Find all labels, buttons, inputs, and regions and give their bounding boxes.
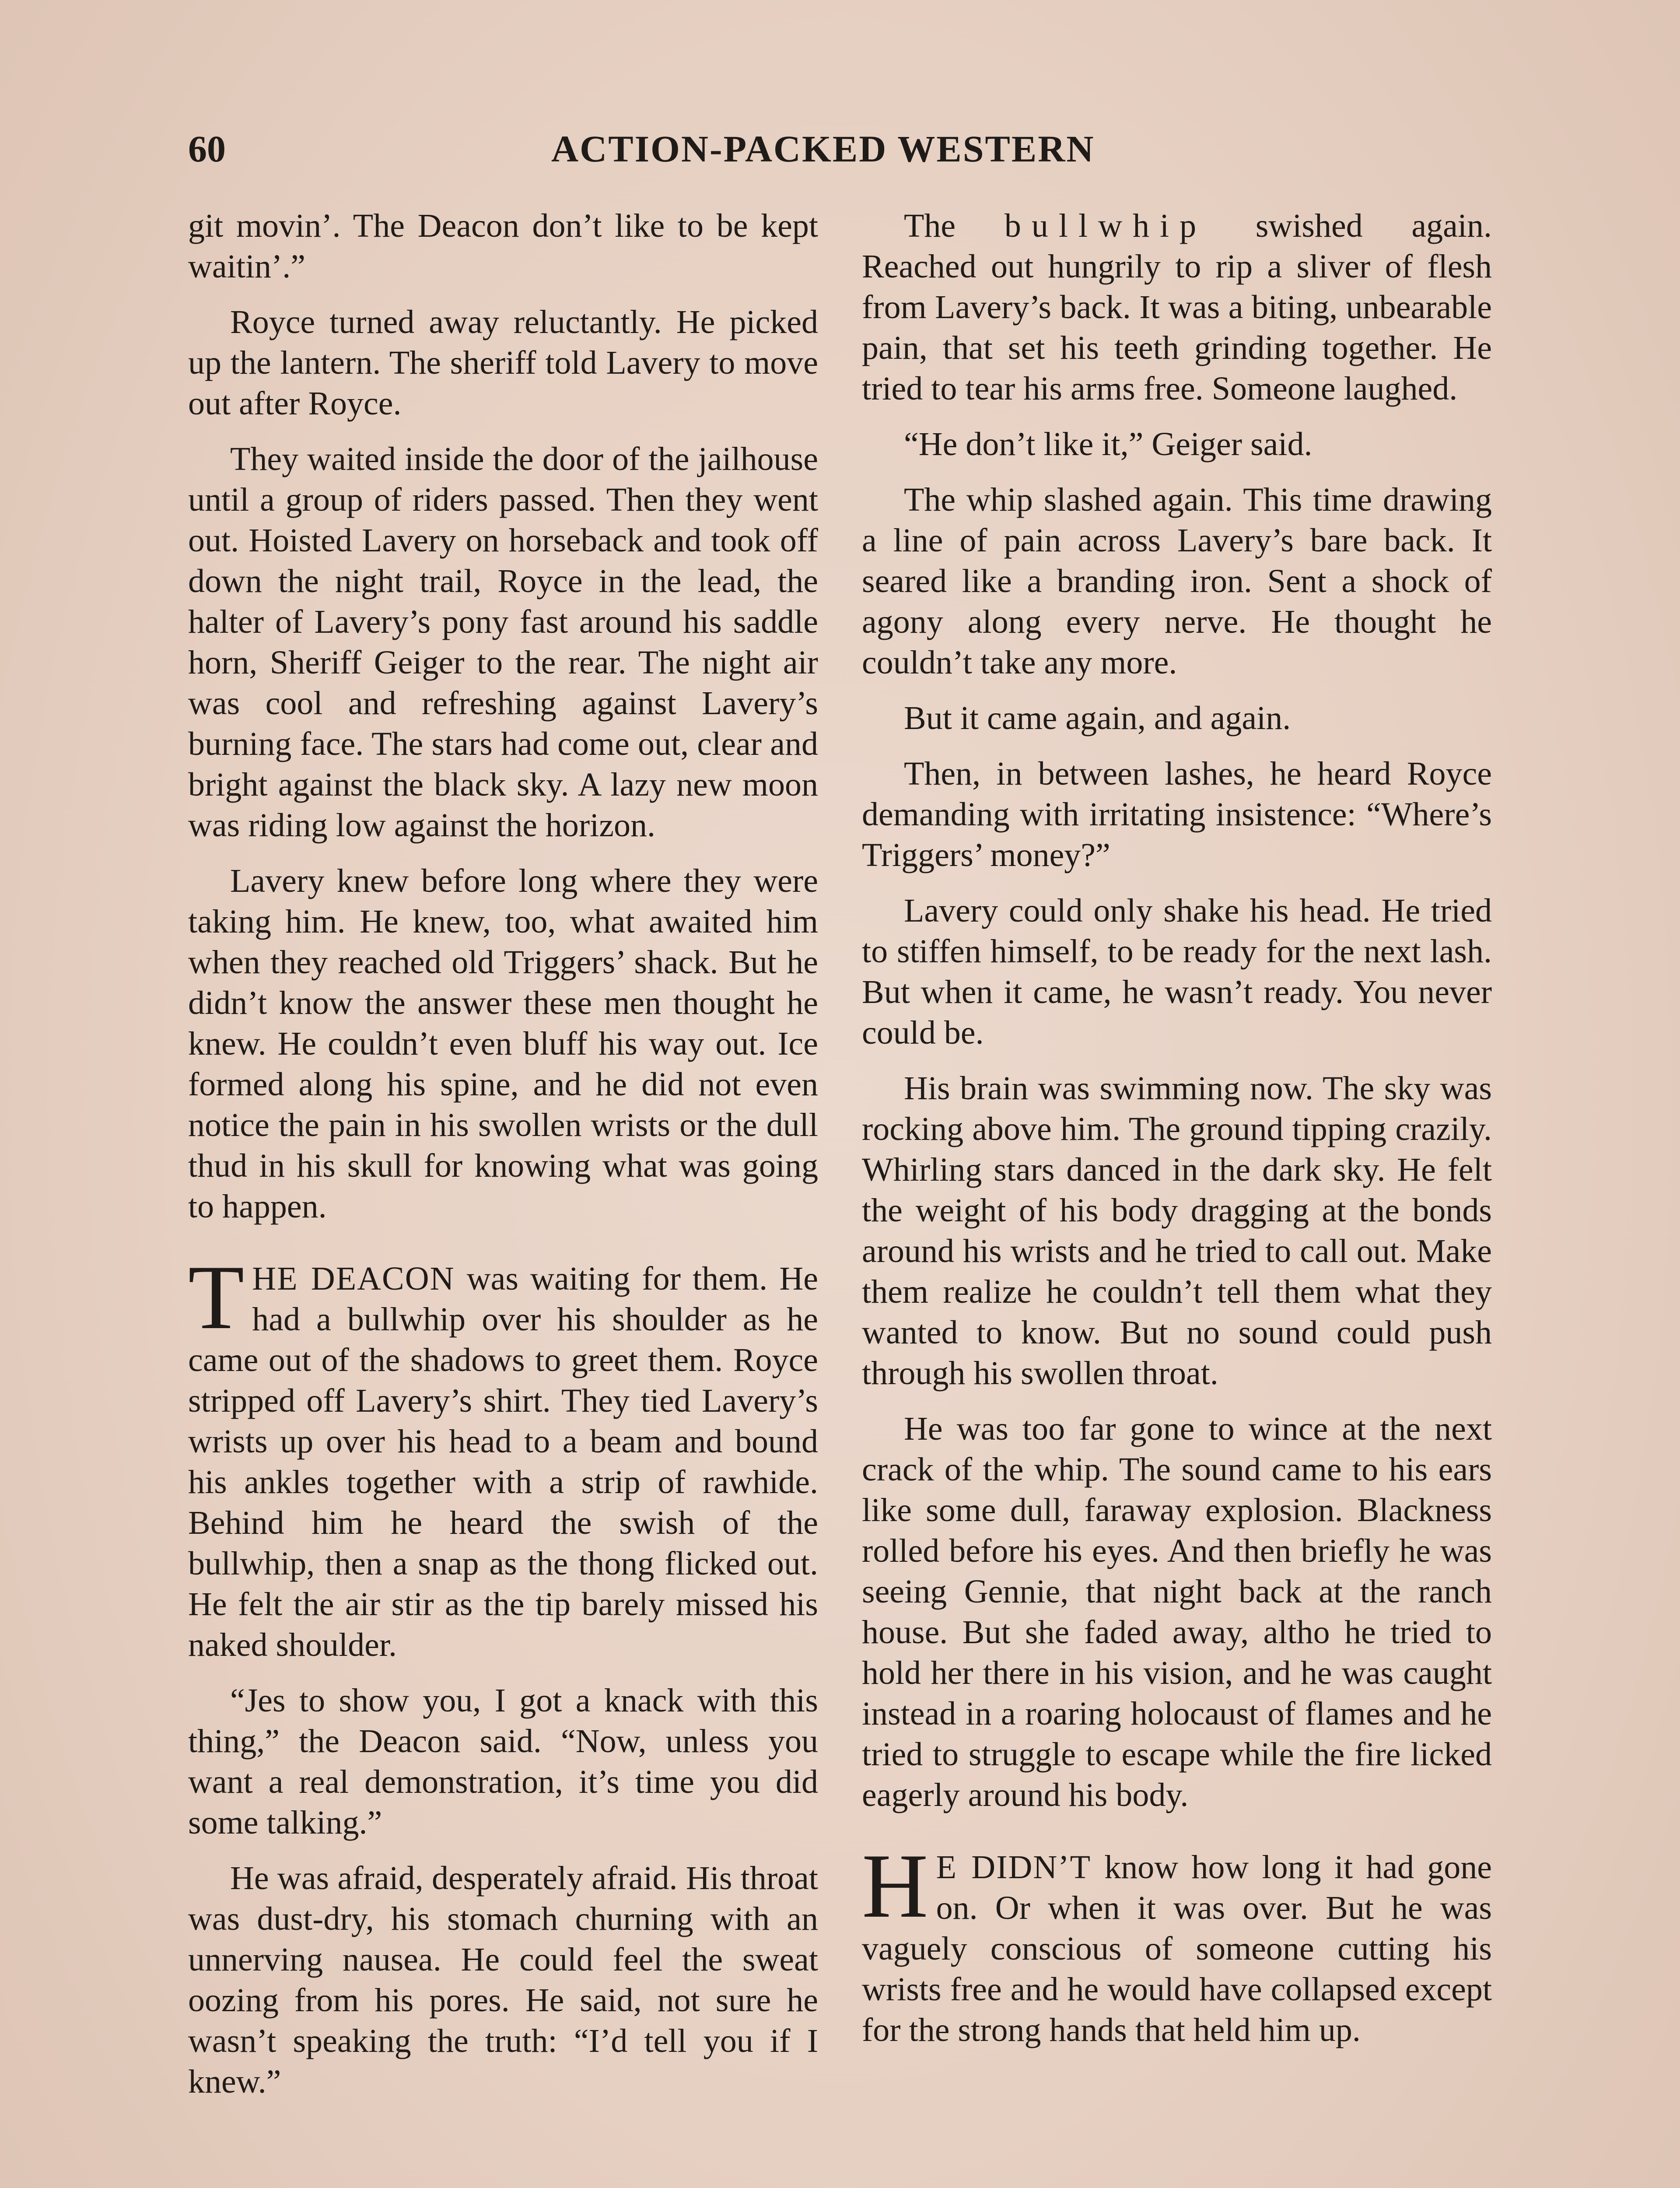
drop-cap: T [188,1247,245,1348]
paragraph: He was afraid, desperately afraid. His throat was dust-dry, his stomach churning with an unnerving nausea. He could feel the sweat oozing from his pores. He said, not sure he wasn’t speaking the truth: “I’d tell you if I knew.” [188,1860,818,2100]
paragraph-text: was waiting for them. He had a bullwhip over his shoulder as he came out of the shadows to greet them. Royce stripped off Lavery’s shirt. They tied Lavery’s wrists up over his head to a beam and bound his ankles together with a strip of rawhide. Behind him he heard the swish of the bullwhip, then a snap as the thong flicked out. He felt the air stir as the tip barely missed his naked shoulder. [188,1260,818,1663]
left-column [188,206,818,2117]
paragraph: The whip slashed again. This time drawing a line of pain across Lavery’s bare back. It seared like a branding iron. Sent a shock of agony along every nerve. He thought he couldn’t take any more. [862,481,1492,681]
right-column [862,206,1492,2065]
paragraph: They waited inside the door of the jailhouse until a group of riders passed. Then they went out. Hoisted Lavery on horseback and took off down the night trail, Royce in the lead, the halter of Lavery’s pony fast around his saddle horn, Sheriff Geiger to the rear. The night air was cool and refreshing against Lavery’s burning face. The stars had come out, clear and bright against the black sky. A lazy new moon was riding low against the horizon. [188,441,818,844]
paragraph: “Jes to show you, I got a knack with this thing,” the Deacon said. “Now, unless you want a real demonstration, it’s time you did some talking.” [188,1682,818,1841]
paragraph [862,206,1492,409]
paragraph: His brain was swimming now. The sky was rocking above him. The ground tipping crazily. Whirling stars danced in the dark sky. He felt the weight of his body dragging at the bonds around his wrists and he tried to call out. Make them realize he couldn’t tell them what they wanted to know. But no sound could push through his swollen throat. [862,1070,1492,1392]
paragraph: git movin’. The Deacon don’t like to be kept waitin’.” [188,207,818,285]
paragraph: Royce turned away reluctantly. He picked up the lantern. The sheriff told Lavery to move out after Royce. [188,304,818,422]
lead-caps: HE DEACON [252,1260,455,1297]
section-start-paragraph [862,1835,1492,2051]
section-start-paragraph [188,1247,818,1666]
paragraph: Lavery knew before long where they were taking him. He knew, too, what awaited him when they reached old Triggers’ shack. But he didn’t know the answer these men thought he knew. He couldn’t even bluff his way out. Ice formed along his spine, and he did not even notice the pain in his swollen wrists or the dull thud in his skull for knowing what was going to happen. [188,863,818,1225]
paragraph: He was too far gone to wince at the next crack of the whip. The sound came to his ears like some dull, faraway explosion. Blackness rolled before his eyes. And then briefly he was seeing Gennie, that night back at the ranch house. But she faded away, altho he tried to hold her there in his vision, and he was caught instead in a roaring holocaust of flames and he tried to struggle to escape while the fire licked eagerly around his body. [862,1410,1492,1813]
page-number: 60 [188,128,226,170]
running-title: ACTION-PACKED WESTERN [551,128,1095,170]
paragraph: Then, in between lashes, he heard Royce demanding with irritating insistence: “Where’s Triggers’ money?” [862,755,1492,873]
paragraph-text: swished again. Reached out hungrily to rip a sliver of flesh from Lavery’s back. It was a biting, unbearable pain, that set his teeth grinding together. He tried to tear his arms free. Someone laughed. [862,207,1492,407]
paragraph-text: know how long it had gone on. Or when it was over. But he was vaguely conscious of someone cutting his wrists free and he would have collapsed except for the strong hands that held him up. [862,1849,1492,2048]
paragraph: But it came again, and again. [904,700,1291,736]
paragraph-lead: The [904,207,1004,244]
paragraph: “He don’t like it,” Geiger said. [904,426,1312,463]
paragraph: Lavery could only shake his head. He tried to stiffen himself, to be ready for the next lash. But when it came, he wasn’t ready. You never could be. [862,892,1492,1051]
page-header [188,123,1501,175]
spaced-word: bullwhip [1004,207,1207,244]
lead-caps: E DIDN’T [936,1849,1092,1886]
drop-cap: H [862,1835,928,1937]
